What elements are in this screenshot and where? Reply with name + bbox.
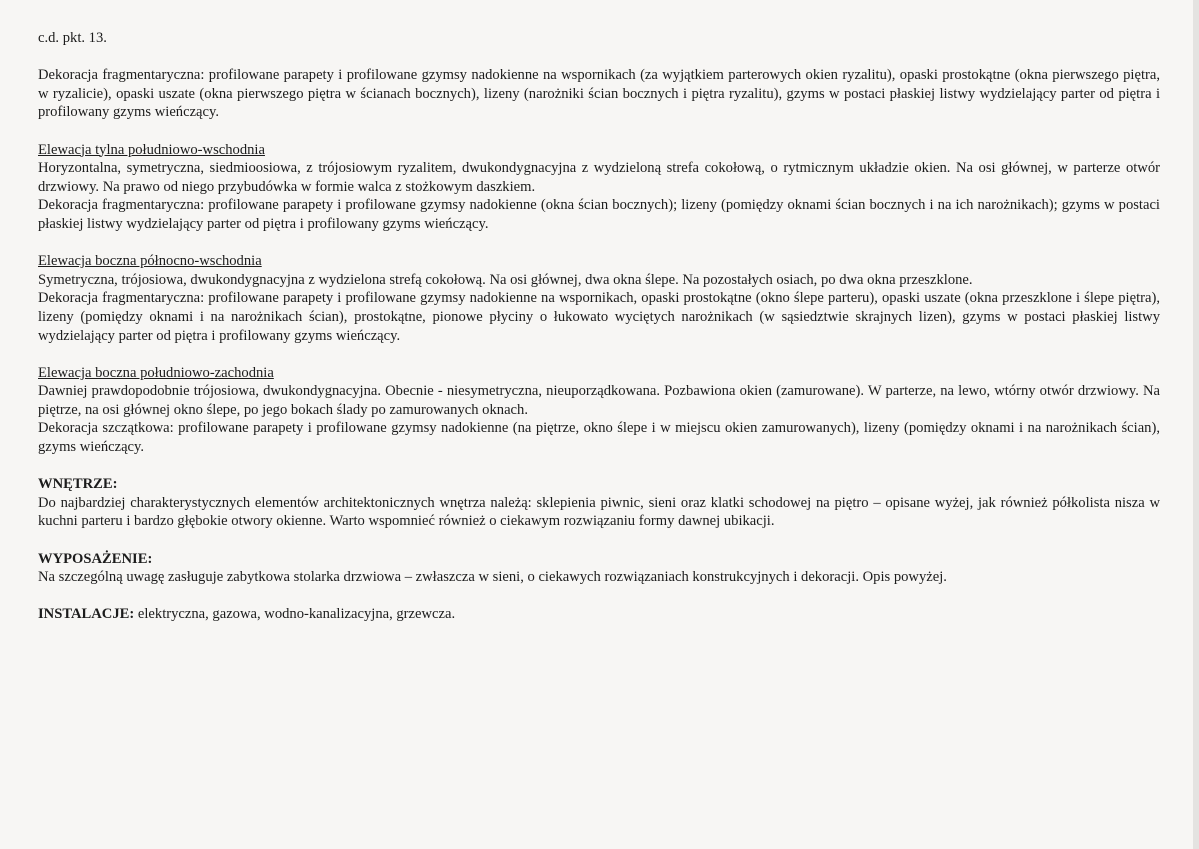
section-paragraph: Dekoracja fragmentaryczna: profilowane parapety i profilowane gzymsy nadokienne na wspornikach, opaski prostokątne (okno ślepe parteru), opaski uszate (okna przeszklone i ślepe piętra), lizeny (pomiędzy oknami i na narożnikach ścian), prostokątne, pionowe płyciny o łukowato wyciętych narożnikach (w sąsiedztwie skrajnych lizen), gzyms w postaci płaskiej listwy wydzielający parter od piętra i profilowany gzyms wieńczący. [38, 290, 1160, 344]
section-northeast-elevation [38, 252, 1160, 345]
section-paragraph: Dawniej prawdopodobnie trójosiowa, dwukondygnacyjna. Obecnie - niesymetryczna, nieuporządkowana. Pozbawiona okien (zamurowane). W parterze, na lewo, wtórny otwór drzwiowy. Na piętrze, na osi głównej okno ślepe, po jego bokach ślady po zamurowanych oknach. [38, 383, 1160, 418]
installations-heading: INSTALACJE: [38, 606, 135, 623]
scan-edge [1193, 0, 1199, 849]
section-installations [38, 605, 1160, 624]
section-rear-elevation [38, 141, 1160, 234]
intro-paragraph: Dekoracja fragmentaryczna: profilowane parapety i profilowane gzymsy nadokienne na wspornikach (za wyjątkiem parterowych okien ryzalitu), opaski prostokątne (okna pierwszego piętra, w ryzalicie), opaski uszate (okna pierwszego piętra w ścianach bocznych), lizeny (narożniki ścian bocznych i piętra ryzalitu), gzyms w postaci płaskiej listwy wydzielający parter od piętra i profilowany gzyms wieńczący. [38, 67, 1160, 121]
equipment-text: Na szczególną uwagę zasługuje zabytkowa stolarka drzwiowa – zwłaszcza w sieni, o ciekawych rozwiązaniach konstrukcyjnych i dekoracji. Opis powyżej. [38, 569, 947, 586]
section-heading: Elewacja boczna północno-wschodnia [38, 253, 262, 270]
equipment-heading: WYPOSAŻENIE: [38, 550, 153, 567]
section-heading: Elewacja tylna południowo-wschodnia [38, 141, 265, 158]
interior-heading: WNĘTRZE: [38, 476, 118, 493]
page-header: c.d. pkt. 13. [38, 30, 107, 46]
document-page [38, 29, 1160, 643]
section-paragraph: Dekoracja fragmentaryczna: profilowane parapety i profilowane gzymsy nadokienne (okna ścian bocznych); lizeny (pomiędzy oknami ścian bocznych i na ich narożnikach); gzyms w postaci płaskiej listwy wydzielający parter od piętra i profilowany gzyms wieńczący. [38, 197, 1160, 232]
section-paragraph: Dekoracja szczątkowa: profilowane parapety i profilowane gzymsy nadokienne (na piętrze, okno ślepe i w miejscu okien zamurowanych), lizeny (pomiędzy oknami i na narożnikach ścian), gzyms wieńczący. [38, 420, 1160, 456]
section-paragraph: Symetryczna, trójosiowa, dwukondygnacyjna z wydzielona strefą cokołową. Na osi głównej, dwa okna ślepe. Na pozostałych osiach, po dwa okna przeszklone. [38, 271, 973, 288]
section-equipment [38, 550, 1160, 587]
installations-text: elektryczna, gazowa, wodno-kanalizacyjna, grzewcza. [134, 606, 456, 623]
section-interior [38, 475, 1160, 531]
section-heading: Elewacja boczna południowo-zachodnia [38, 364, 274, 381]
interior-text: Do najbardziej charakterystycznych elementów architektonicznych wnętrza należą: sklepienia piwnic, sieni oraz klatki schodowej na piętro – opisane wyżej, jak również półkolista nisza w kuchni parteru i bardzo głębokie otwory okienne. Warto wspomnieć również o ciekawym rozwiązaniu formy dawnej ubikacji. [38, 494, 1160, 530]
section-paragraph: Horyzontalna, symetryczna, siedmioosiowa, z trójosiowym ryzalitem, dwukondygnacyjna z wydzieloną strefa cokołową, o rytmicznym układzie okien. Na osi głównej, w parterze otwór drzwiowy. Na prawo od niego przybudówka w formie walca z stożkowym daszkiem. [38, 160, 1160, 195]
section-southwest-elevation [38, 364, 1160, 457]
